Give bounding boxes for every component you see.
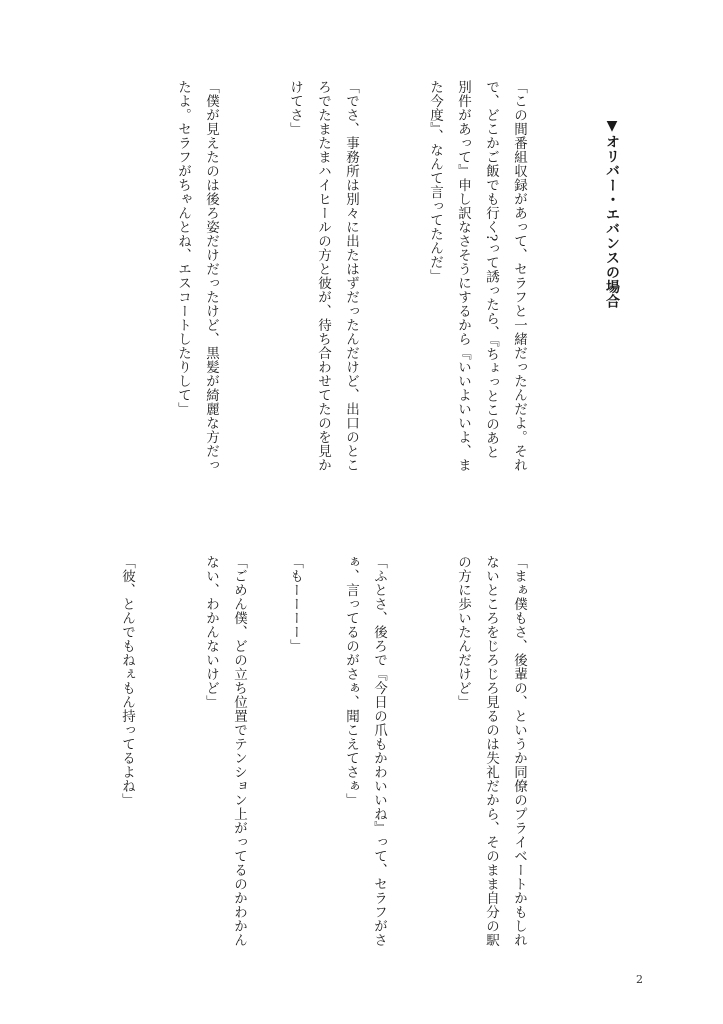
upper-line-1: 「この間番組収録があって、セラフと一緒だったんだよ。それ [511, 80, 527, 472]
upper-line-3: 別件があって』申し訳なさそうにするから『いいよいいよ、ま [455, 80, 471, 472]
upper-line-4: た今度』、なんて言ってたんだ」 [427, 80, 443, 284]
page-number: 2 [636, 973, 643, 986]
upper-line-2: で、どこかご飯でも行く?って誘ったら、『ちょっとこのあと [483, 80, 499, 459]
lower-line-7: 「ごめん僕、どの立ち位置でテンション上がってるのかわかん [231, 555, 247, 947]
lower-line-3: の方に歩いたんだけど」 [455, 555, 471, 709]
lower-line-2: ないところをじろじろ見るのは失礼だから、そのまま自分の駅 [483, 555, 499, 947]
upper-line-8: 「僕が見えたのは後ろ姿だけだったけど、黒髪が綺麗な方だっ [203, 80, 219, 472]
lower-line-5: ぁ、言ってるのがさぁ、聞こえてさぁ」 [343, 555, 359, 807]
upper-line-9: たよ。セラフがちゃんとね、エスコートしたりして」 [175, 80, 191, 416]
lower-line-1: 「まぁ僕もさ、後輩の、というか同僚のプライベートかもしれ [511, 555, 527, 947]
upper-line-6: ろでたまたまハイヒールの方と彼が、待ち合わせてたのを見か [315, 80, 331, 472]
lower-line-8: ない、わかんないけど」 [203, 555, 219, 709]
lower-line-4: 「ふとさ、後ろで『今日の爪もかわいいね』って、セラフがさ [371, 555, 387, 947]
section-heading: ▼オリバー・エバンスの場合 [604, 118, 620, 309]
upper-line-5: 「でさ、事務所は別々に出たはずだったんだけど、出口のとこ [343, 80, 359, 472]
lower-line-9: 「彼、とんでもねぇもん持ってるよね」 [119, 555, 135, 807]
upper-line-7: けてさ」 [287, 80, 303, 136]
lower-line-6: 「もーーーー」 [287, 555, 303, 653]
